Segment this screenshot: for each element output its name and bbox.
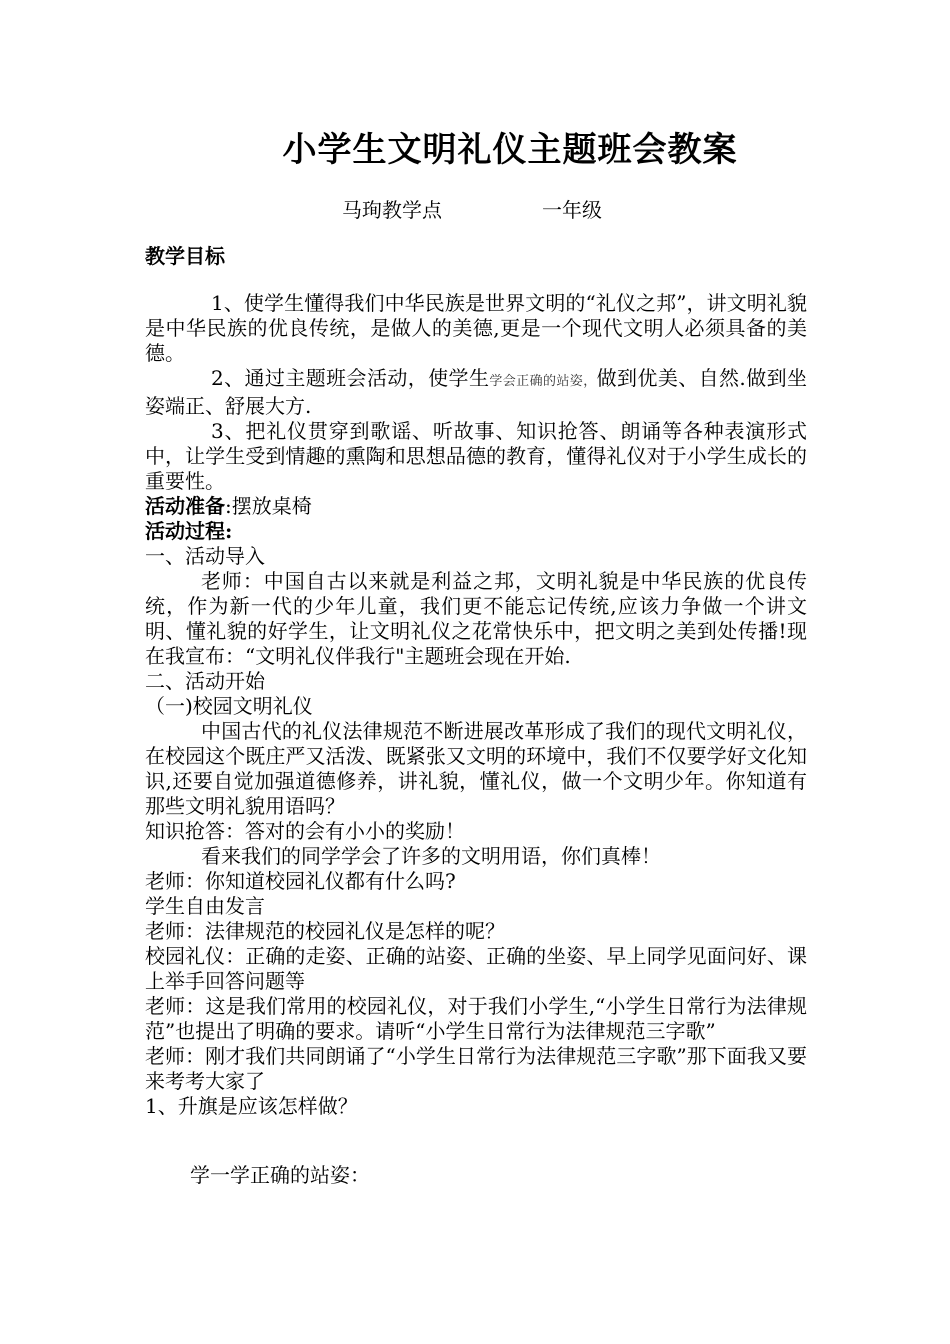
activity-process-label bbox=[145, 519, 807, 544]
objective-2-part-b: 做到优美、自然.做到坐姿端正、舒展大方. bbox=[145, 366, 807, 418]
teacher-question-1: 老师：你知道校园礼仪都有什么吗? bbox=[145, 869, 456, 893]
teacher-statement-1: 老师：这是我们常用的校园礼仪，对于我们小学生,“小学生日常行为法律规范”也提出了明确的要求。请听“小学生日常行为法律规范三字歌” bbox=[145, 994, 807, 1043]
grade-label: 一年级 bbox=[542, 198, 602, 222]
school-name: 马珣教学点 bbox=[342, 198, 442, 222]
flag-question: 1、升旗是应该怎样做？ bbox=[145, 1094, 358, 1118]
free-speech-line: 学生自由发言 bbox=[145, 894, 265, 918]
objective-3: 3、把礼仪贯穿到歌谣、听故事、知识抢答、朗诵等各种表演形式中，让学生受到情趣的熏陶和思想品德的教育，懂得礼仪对于小学生成长的重要性。 bbox=[145, 419, 807, 493]
intro-text: 老师：中国自古以来就是利益之邦，文明礼貌是中华民族的优良传统，作为新一代的少年儿童，我们更不能忘记传统,应该力争做一个讲文明、懂礼貌的好学生，让文明礼仪之花常快乐中，把文明之美到处传播!现在我宣布：“文明礼仪伴我行"主题班会现在开始. bbox=[145, 569, 807, 668]
objective-1: 1、使学生懂得我们中华民族是世界文明的“礼仪之邦”，讲文明礼貌是中华民族的优良传统，是做人的美德,更是一个现代文明人必须具备的美德。 bbox=[145, 291, 807, 365]
teacher-statement-2: 老师：刚才我们共同朗诵了“小学生日常行为法律规范三字歌”那下面我又要来考考大家了 bbox=[145, 1044, 807, 1093]
objective-2-part-a: 2、通过主题班会活动，使学生 bbox=[211, 366, 490, 390]
campus-heading: （一)校园文明礼仪 bbox=[145, 694, 313, 718]
document-subtitle bbox=[342, 196, 602, 224]
campus-etiquette-line: 校园礼仪：正确的走姿、正确的站姿、正确的坐姿、早上同学见面问好、课上举手回答问题等 bbox=[145, 944, 807, 993]
activity-prep bbox=[145, 494, 807, 519]
objective-2 bbox=[145, 366, 807, 419]
start-heading: 二、活动开始 bbox=[145, 669, 265, 693]
activity-prep-text: :摆放桌椅 bbox=[225, 494, 312, 518]
objective-2-small-text: 学会正确的站姿， bbox=[489, 374, 597, 389]
standing-posture-line: 学一学正确的站姿： bbox=[190, 1163, 370, 1187]
praise-line: 看来我们的同学学会了许多的文明用语，你们真棒！ bbox=[201, 844, 661, 868]
campus-text: 中国古代的礼仪法律规范不断进展改革形成了我们的现代文明礼仪，在校园这个既庄严又活泼、既紧张又文明的环境中，我们不仅要学好文化知识,还要自觉加强道德修养，讲礼貌，懂礼仪，做一个文明少年。你知道有那些文明礼貌用语吗？ bbox=[145, 719, 807, 818]
teacher-question-2: 老师：法律规范的校园礼仪是怎样的呢？ bbox=[145, 919, 505, 943]
intro-heading: 一、活动导入 bbox=[145, 544, 265, 568]
objectives-heading: 教学目标 bbox=[145, 244, 225, 268]
activity-process-label-text: 活动过程: bbox=[145, 519, 233, 543]
quiz-line: 知识抢答：答对的会有小小的奖励！ bbox=[145, 819, 465, 843]
objectives-block bbox=[145, 291, 807, 1119]
document-title: 小学生文明礼仪主题班会教案 bbox=[282, 130, 738, 170]
activity-prep-label: 活动准备 bbox=[145, 494, 225, 518]
